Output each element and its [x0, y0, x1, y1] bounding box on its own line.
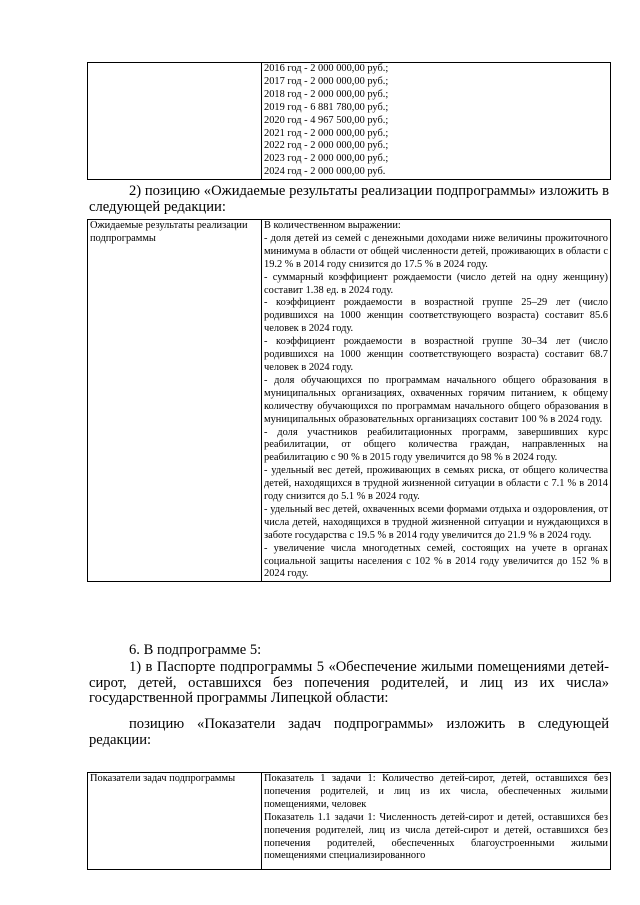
results-item: - суммарный коэффициент рождаемости (число детей на одну женщину) составит 1.38 ед. в 2024 году.: [264, 271, 608, 296]
results-item: - удельный вес детей, охваченных всеми формами отдыха и оздоровления, от числа детей, находящихся в трудной жизненной ситуации и нуждающихся в заботе государства с 19.5 % в 2014 году увеличится до 21.9 % в 2024 году.: [264, 503, 608, 541]
results-item: - удельный вес детей, проживающих в семьях риска, от общего количества детей, находящихся в трудной жизненной ситуации в области с 7.1 % в 2014 году снизится до 5.1 % в 2024 году.: [264, 465, 608, 503]
indicators-table-content: [262, 773, 611, 870]
results-table: [87, 219, 611, 582]
results-item: - увеличение числа многодетных семей, состоящих на учете в органах социальной защиты населения с 102 % в 2014 году увеличится до 152 % в 2024 году.: [264, 542, 608, 580]
results-item: - коэффициент рождаемости в возрастной группе 25–29 лет (число родившихся на 1000 женщин соответствующего возраста) составит 85.6 человек в 2024 году.: [264, 297, 608, 335]
funding-row: 2024 год - 2 000 000,00 руб.: [264, 166, 386, 178]
indicators-table-label: [88, 773, 262, 870]
funding-table-label-cell: [88, 63, 262, 180]
funding-row: 2021 год - 2 000 000,00 руб.;: [264, 127, 389, 139]
results-item: - доля детей из семей с денежными доходами ниже величины прожиточного минимума в области от общей численности детей, проживающих в области с 19.2 % в 2014 году снизится до 17.5 % в 2024 году.: [264, 232, 608, 270]
paragraph-6: 6. В подпрограмме 5:: [129, 642, 262, 658]
paragraph-position: позицию «Показатели задач подпрограммы» изложить в следующей редакции:: [89, 716, 609, 748]
funding-row: 2018 год - 2 000 000,00 руб.;: [264, 88, 389, 100]
results-item: - доля обучающихся по программам начального общего образования в муниципальных организациях, охваченных горячим питанием, к общему количеству обучающихся по программам начального общего образования в муниципальных образовательных организациях составит 100 % в 2024 году.: [264, 374, 608, 425]
indicator-item: Показатель 1.1 задачи 1: Численность детей-сирот и детей, оставшихся без попечения родителей, лиц из числа детей-сирот и детей, оставшихся без попечения родителей, обеспеченных благоустроенными жилыми помещениями специализированного: [264, 811, 608, 862]
results-item: - коэффициент рождаемости в возрастной группе 30–34 лет (число родившихся на 1000 женщин соответствующего возраста) составит 68.7 человек в 2024 году.: [264, 336, 608, 373]
funding-row: 2019 год - 6 881 780,00 руб.;: [264, 101, 389, 113]
paragraph-2: 2) позицию «Ожидаемые результаты реализации подпрограммы» изложить в следующей редакции:: [89, 183, 609, 215]
funding-row: 2020 год - 4 967 500,00 руб.;: [264, 114, 389, 126]
funding-row: 2016 год - 2 000 000,00 руб.;: [264, 63, 389, 74]
indicator-item: Показатель 1 задачи 1: Количество детей-сирот, детей, оставшихся без попечения родителей, и лиц из их числа, обеспеченных жилыми помещениями, человек: [264, 773, 608, 810]
results-item: - доля участников реабилитационных программ, завершивших курс реабилитации, от общего количества граждан, направленных на реабилитацию с 90 % в 2015 году увеличится до 98 % в 2024 году.: [264, 426, 608, 464]
results-label-text: Ожидаемые результаты реализации подпрограммы: [90, 220, 248, 244]
funding-row: 2022 год - 2 000 000,00 руб.;: [264, 140, 389, 152]
funding-table: [87, 62, 611, 180]
paragraph-1: 1) в Паспорте подпрограммы 5 «Обеспечение жилыми помещениями детей-сирот, детей, оставшихся без попечения родителей, и лиц из их числа» государственной программы Липецкой области:: [89, 659, 609, 707]
results-table-label: [88, 220, 262, 582]
indicators-label-text: Показатели задач подпрограммы: [90, 773, 236, 784]
funding-row: 2017 год - 2 000 000,00 руб.;: [264, 75, 389, 87]
results-intro: В количественном выражении:: [264, 220, 401, 231]
results-table-content: [262, 220, 611, 582]
indicators-table: [87, 772, 611, 870]
funding-table-values-cell: [262, 63, 611, 180]
funding-row: 2023 год - 2 000 000,00 руб.;: [264, 153, 389, 165]
